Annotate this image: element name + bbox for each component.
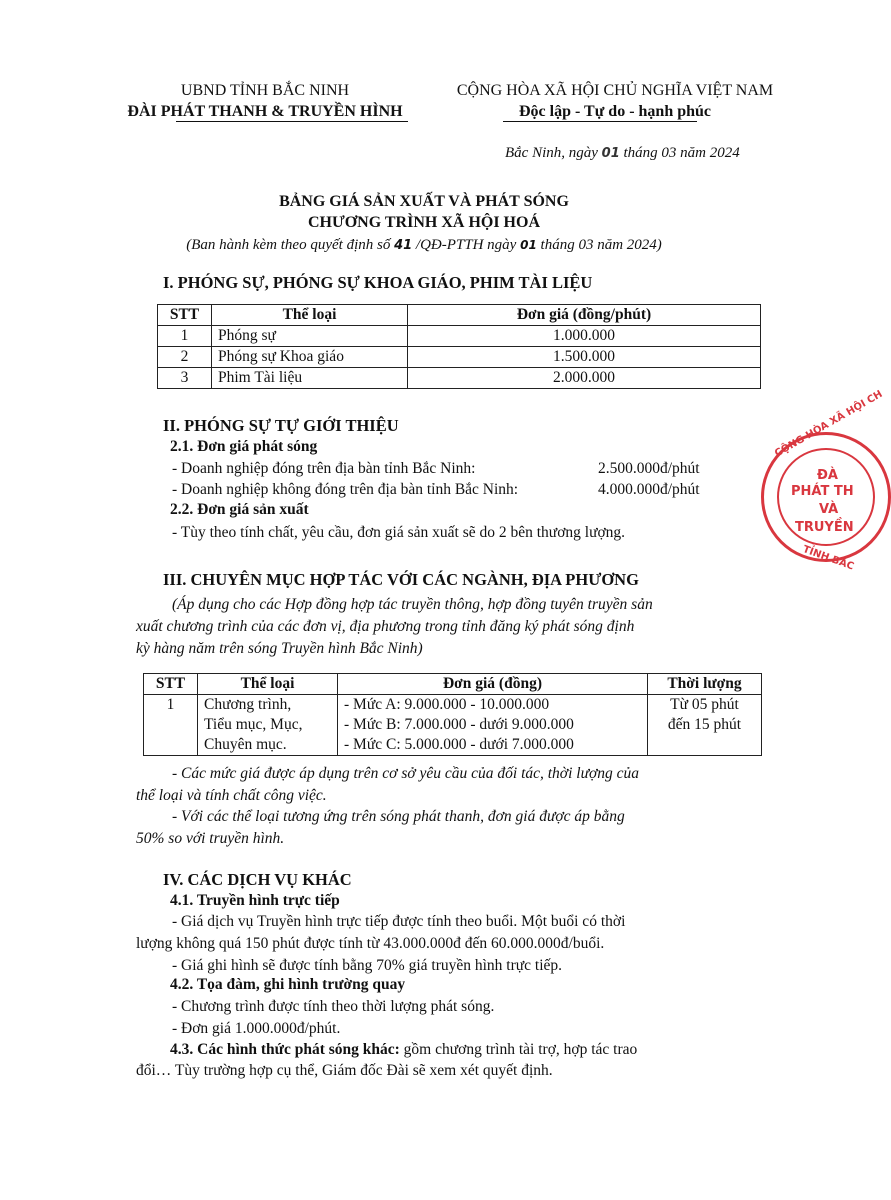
duration-line2: đến 15 phút (667, 716, 742, 733)
price-level-b: - Mức B: 7.000.000 - dưới 9.000.000 (344, 716, 574, 733)
col-stt: STT (158, 305, 212, 326)
section2-item1-label: - Doanh nghiệp đóng trên địa bàn tỉnh Bắc Ninh: (172, 460, 476, 477)
section4-sub3-line (170, 1039, 637, 1060)
document-date (505, 145, 740, 162)
row-stt: 2 (158, 347, 212, 368)
section4-s1-line1: - Giá dịch vụ Truyền hình trực tiếp được tính theo buổi. Một buổi có thời (172, 913, 626, 930)
row-type: Phóng sự Khoa giáo (212, 347, 408, 368)
table-header-row (158, 305, 761, 326)
motto-underline (503, 121, 697, 122)
section4-s2-line1: - Chương trình được tính theo thời lượng phát sóng. (172, 998, 495, 1015)
col-duration: Thời lượng (648, 674, 762, 695)
section4-s1-line3: - Giá ghi hình sẽ được tính bằng 70% giá truyền hình trực tiếp. (172, 957, 563, 974)
section4-sub3: 4.3. Các hình thức phát sóng khác: (170, 1041, 400, 1058)
issuer-block (100, 80, 430, 122)
seal-bottom-text: TỈNH BẮC (801, 544, 856, 573)
section3-foot1-line1: - Các mức giá được áp dụng trên cơ sở yêu cầu của đối tác, thời lượng của (172, 765, 640, 782)
subtitle-part-a: (Ban hành kèm theo quyết định số (186, 237, 391, 253)
issuer-name-text: ĐÀI PHÁT THANH & TRUYỀN HÌNH (127, 103, 403, 120)
issuer-province: UBND TỈNH BẮC NINH (180, 82, 350, 99)
section4-sub2: 4.2. Tọa đàm, ghi hình trường quay (170, 976, 406, 993)
table-row (158, 326, 761, 347)
price-level-c: - Mức C: 5.000.000 - dưới 7.000.000 (344, 736, 574, 753)
row-stt: 1 (144, 695, 198, 756)
seal-clip (755, 388, 885, 573)
section2-item2-value: 4.000.000đ/phút (598, 481, 700, 498)
document-subtitle (0, 237, 848, 254)
section4-s2-line2: - Đơn giá 1.000.000đ/phút. (172, 1020, 341, 1037)
row-price (338, 695, 648, 756)
seal-line3: VÀ (819, 502, 839, 517)
table-row (158, 368, 761, 389)
document-title-line1: BẢNG GIÁ SẢN XUẤT VÀ PHÁT SÓNG (279, 193, 569, 210)
section3-foot1-line2: thể loại và tính chất công việc. (136, 787, 327, 804)
section2-item1-value: 2.500.000đ/phút (598, 460, 700, 477)
date-prefix: Bắc Ninh, ngày (505, 145, 598, 161)
section1-table (157, 304, 761, 389)
national-motto: Độc lập - Tự do - hạnh phúc (518, 103, 712, 120)
section1-heading: I. PHÓNG SỰ, PHÓNG SỰ KHOA GIÁO, PHIM TÀI LIỆU (163, 273, 593, 292)
row-stt: 3 (158, 368, 212, 389)
decision-number: 41 (394, 238, 413, 253)
row-type: Phóng sự (212, 326, 408, 347)
section4-heading: IV. CÁC DỊCH VỤ KHÁC (163, 870, 352, 889)
national-motto-block (430, 80, 800, 122)
date-day: 01 (601, 146, 620, 161)
section3-heading: III. CHUYÊN MỤC HỢP TÁC VỚI CÁC NGÀNH, ĐỊA PHƯƠNG (163, 570, 639, 589)
table-header-row (144, 674, 762, 695)
col-price: Đơn giá (đồng) (338, 674, 648, 695)
section3-note-line3: kỳ hàng năm trên sóng Truyền hình Bắc Ninh) (136, 640, 423, 657)
issuer-name (100, 101, 430, 122)
row-type (198, 695, 338, 756)
subtitle-part-b: /QĐ-PTTH ngày (415, 237, 517, 253)
col-stt: STT (144, 674, 198, 695)
section3-foot2-line2: 50% so với truyền hình. (136, 830, 285, 847)
col-type: Thể loại (212, 305, 408, 326)
section2-sub2: 2.2. Đơn giá sản xuất (170, 501, 309, 518)
seal-arc-text: CỘNG HÒA XÃ HỘI CH (773, 388, 885, 460)
row-price: 2.000.000 (408, 368, 761, 389)
section4-sub1: 4.1. Truyền hình trực tiếp (170, 892, 340, 909)
decision-day: 01 (520, 238, 537, 252)
row-price: 1.500.000 (408, 347, 761, 368)
duration-line1: Từ 05 phút (670, 696, 739, 713)
seal-line2: PHÁT TH (791, 484, 854, 499)
seal-line1: ĐÀ (817, 468, 838, 483)
row-stt: 1 (158, 326, 212, 347)
price-level-a: - Mức A: 9.000.000 - 10.000.000 (344, 696, 550, 713)
section2-heading: II. PHÓNG SỰ TỰ GIỚI THIỆU (163, 416, 399, 435)
date-suffix: tháng 03 năm 2024 (623, 145, 740, 161)
section3-foot2-line1: - Với các thể loại tương ứng trên sóng phát thanh, đơn giá được áp bằng (172, 808, 625, 825)
section3-note-line2: xuất chương trình của các đơn vị, địa phương trong tỉnh đăng ký phát sóng định (136, 618, 635, 635)
section4-s1-line2: lượng không quá 150 phút được tính từ 43.000.000đ đến 60.000.000đ/buổi. (136, 935, 605, 952)
section4-s3-line2: đổi… Tùy trường hợp cụ thể, Giám đốc Đài sẽ xem xét quyết định. (136, 1062, 553, 1079)
row-type-line1: Chương trình, (204, 696, 292, 713)
section3-note-line1: (Áp dụng cho các Hợp đồng hợp tác truyền thông, hợp đồng tuyên truyền sản (172, 596, 653, 613)
col-type: Thể loại (198, 674, 338, 695)
row-type-line3: Chuyên mục. (204, 736, 287, 753)
row-type-line2: Tiểu mục, Mục, (204, 716, 303, 733)
col-price: Đơn giá (đồng/phút) (408, 305, 761, 326)
section2-sub1: 2.1. Đơn giá phát sóng (170, 438, 318, 455)
section4-s3-line1: gồm chương trình tài trợ, hợp tác trao (403, 1041, 638, 1058)
issuer-underline (176, 121, 408, 122)
seal-line4: TRUYỀN (795, 520, 854, 535)
subtitle-part-c: tháng 03 năm 2024) (540, 237, 662, 253)
row-price: 1.000.000 (408, 326, 761, 347)
row-type: Phim Tài liệu (212, 368, 408, 389)
section2-sub2-text: - Tùy theo tính chất, yêu cầu, đơn giá sản xuất sẽ do 2 bên thương lượng. (172, 524, 626, 541)
document-title-line2: CHƯƠNG TRÌNH XÃ HỘI HOÁ (307, 214, 540, 231)
national-title: CỘNG HÒA XÃ HỘI CHỦ NGHĨA VIỆT NAM (456, 82, 774, 99)
table-row (144, 695, 762, 756)
section3-table (143, 673, 762, 756)
section2-item2-label: - Doanh nghiệp không đóng trên địa bàn tỉnh Bắc Ninh: (172, 481, 519, 498)
row-duration (648, 695, 762, 756)
table-row (158, 347, 761, 368)
